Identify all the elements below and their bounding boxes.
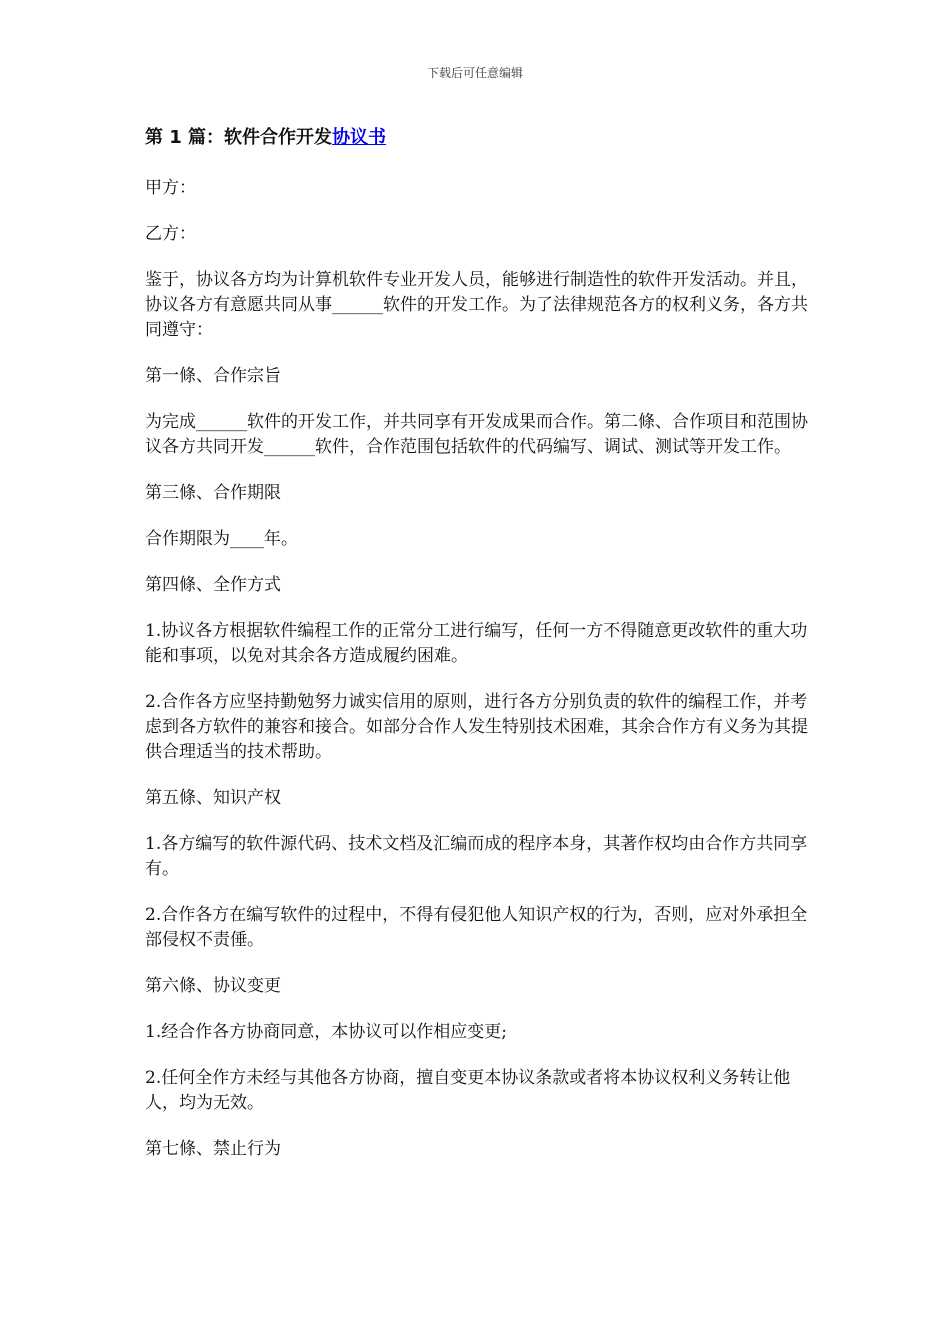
title-prefix: 第 1 篇：软件合作开发 [145,127,333,148]
article-6-item-1: 1.经合作各方协商同意，本协议可以作相应变更; [145,1022,507,1042]
party-b-label: 乙方： [145,224,196,244]
article-4-heading: 第四條、全作方式 [145,575,281,595]
article-7-heading: 第七條、禁止行为 [145,1139,281,1159]
party-a-label: 甲方： [145,178,196,198]
article-5-item-1: 1.各方编写的软件源代码、技术文档及汇编而成的程序本身，其著作权均由合作方共同享有。 [145,834,808,879]
page-header: 下载后可任意编辑 [426,66,523,80]
preamble-paragraph: 鉴于，协议各方均为计算机软件专业开发人员，能够进行制造性的软件开发活动。并且，协议各方有意愿共同从事______软件的开发工作。为了法律规范各方的权利义务，各方共同遵守： [145,270,808,340]
article-6-item-2: 2.任何全作方未经与其他各方协商，擅自变更本协议条款或者将本协议权利义务转让他人，均为无效。 [145,1068,791,1113]
article-1-body: 为完成______软件的开发工作，并共同享有开发成果而合作。第二條、合作项目和范围协议各方共同开发______软件，合作范围包括软件的代码编写、调试、测试等开发工作。 [145,412,808,457]
article-3-heading: 第三條、合作期限 [145,483,281,503]
article-6-heading: 第六條、协议变更 [145,976,281,996]
article-4-item-2: 2.合作各方应坚持勤勉努力诚实信用的原则，进行各方分别负责的软件的编程工作，并考虑到各方软件的兼容和接合。如部分合作人发生特别技术困难，其余合作方有义务为其提供合理适当的技术帮助。 [145,692,808,762]
title-link[interactable]: 协议书 [332,127,387,148]
document-body [145,122,815,1183]
article-5-heading: 第五條、知识产权 [145,788,281,808]
article-3-body: 合作期限为____年。 [145,529,298,549]
document-title [145,122,815,154]
article-1-heading: 第一條、合作宗旨 [145,366,281,386]
article-5-item-2: 2.合作各方在编写软件的过程中，不得有侵犯他人知识产权的行为，否则，应对外承担全部侵权不责倕。 [145,905,808,950]
article-4-item-1: 1.协议各方根据软件编程工作的正常分工进行编写，任何一方不得随意更改软件的重大功能和事项，以免对其余各方造成履约困难。 [145,621,808,666]
